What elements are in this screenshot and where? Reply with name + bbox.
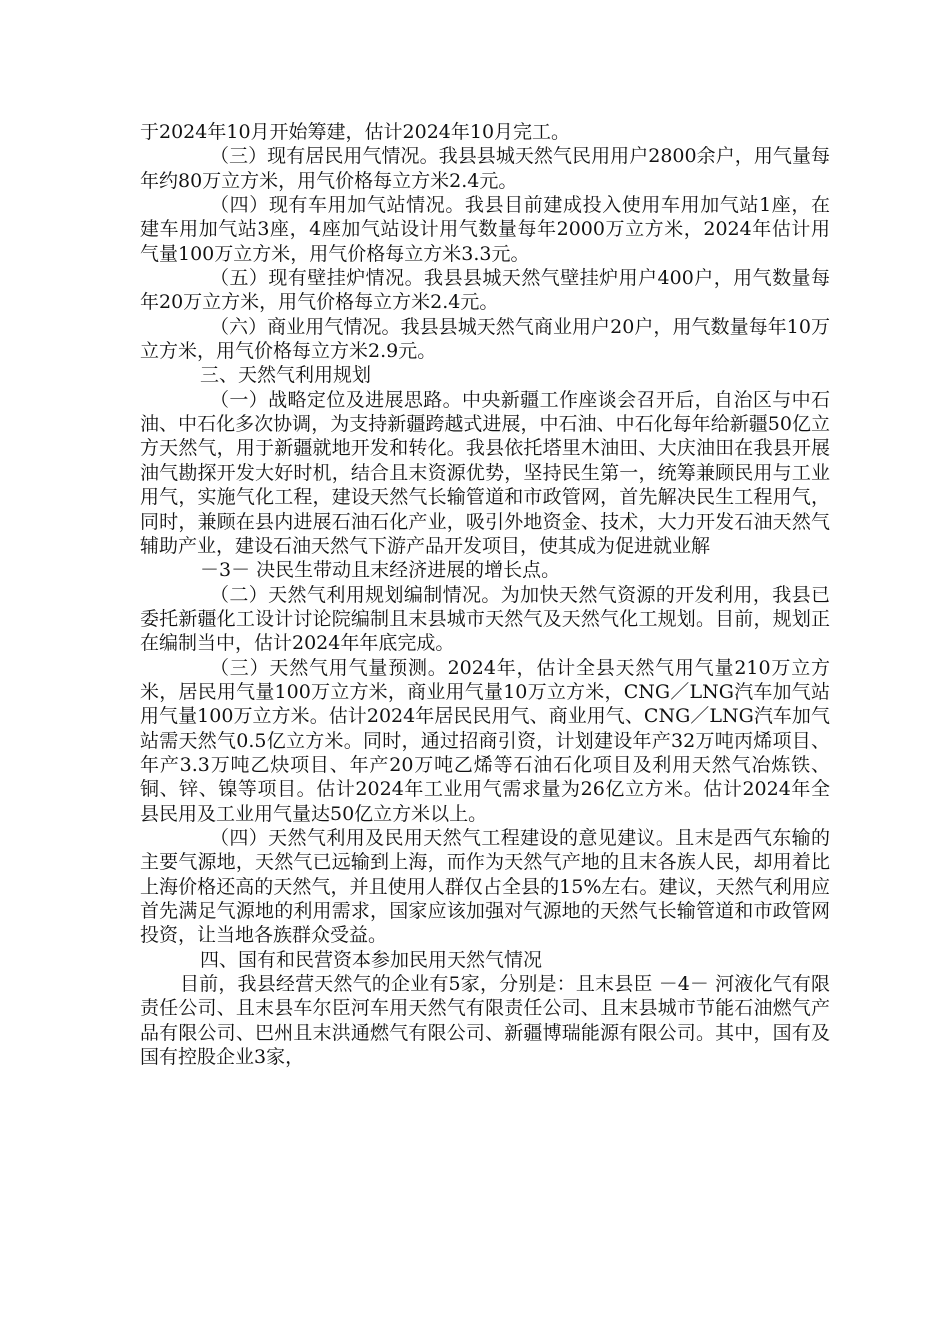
paragraph-residential-gas: （三）现有居民用气情况。我县县城天然气民用用户2800余户，用气量每年约80万立方米，用气价格每立方米2.4元。 xyxy=(140,145,830,192)
paragraph-wall-boilers: （五）现有壁挂炉情况。我县县城天然气壁挂炉用户400户，用气数量每年20万立方米，用气价格每立方米2.4元。 xyxy=(140,267,830,314)
paragraph-consumption-forecast: （三）天然气用气量预测。2024年，估计全县天然气用气量210万立方米，居民用气量100万立方米，商业用气量10万立方米，CNG／LNG汽车加气站用气量100万立方米。估计2024年居民民用气、商业用气、CNG／LNG汽车加气站需天然气0.5亿立方米。同时，通过招商引资，计划建设年产32万吨丙烯项目、年产3.3万吨乙炔项目、年产20万吨乙烯等石油石化项目及利用天然气冶炼铁、铜、锌、镍等项目。估计2024年工业用气需求量为26亿立方米。估计2024年全县民用及工业用气量达50亿立方米以上。 xyxy=(140,656,830,825)
paragraph-suggestions: （四）天然气利用及民用天然气工程建设的意见建议。且末是西气东输的主要气源地，天然气已远输到上海，而作为天然气产地的且末各族人民，却用着比上海价格还高的天然气，并且使用人群仅占全县的15%左右。建议，天然气利用应首先满足气源地的利用需求，国家应该加强对气源地的天然气长输管道和市政管网投资，让当地各族群众受益。 xyxy=(140,826,830,947)
section-heading-utilization-plan: 三、天然气利用规划 xyxy=(200,364,372,387)
paragraph-plan-compilation: （二）天然气利用规划编制情况。为加快天然气资源的开发利用，我县已委托新疆化工设计讨论院编制且末县城市天然气及天然气化工规划。目前，规划正在编制当中，估计2024年年底完成。 xyxy=(140,583,830,655)
paragraph-page-break-3: －3－ 决民生带动且末经济进展的增长点。 xyxy=(200,559,561,582)
paragraph-continuation: 于2024年10月开始筹建，估计2024年10月完工。 xyxy=(140,121,571,143)
paragraph-enterprises: 目前，我县经营天然气的企业有5家，分别是：且末县臣 －4－ 河液化气有限责任公司、且末县车尔臣河车用天然气有限责任公司、且末县城市节能石油燃气产品有限公司、巴州且末洪通燃气有限公司、新疆博瑞能源有限公司。其中，国有及国有控股企业3家， xyxy=(140,973,830,1069)
paragraph-commercial-gas: （六）商业用气情况。我县县城天然气商业用户20户，用气数量每年10万立方米，用气价格每立方米2.9元。 xyxy=(140,315,830,363)
paragraph-strategy: （一）战略定位及进展思路。中央新疆工作座谈会召开后，自治区与中石油、中石化多次协调，为支持新疆跨越式进展，中石油、中石化每年给新疆50亿立方天然气，用于新疆就地开发和转化。我县依托塔里木油田、大庆油田在我县开展油气勘探开发大好时机，结合且末资源优势，坚持民生第一，统筹兼顾民用与工业用气，实施气化工程，建设天然气长输管道和市政管网，首先解决民生工程用气，同时，兼顾在县内进展石油石化产业，吸引外地资金、技术，大力开发石油天然气辅助产业，建设石油天然气下游产品开发项目，使其成为促进就业解 xyxy=(140,388,830,557)
paragraph-vehicle-gas-stations: （四）现有车用加气站情况。我县目前建成投入使用车用加气站1座，在建车用加气站3座，4座加气站设计用气数量每年2000万立方米，2024年估计用气量100万立方米，用气价格每立方米3.3元。 xyxy=(140,194,830,265)
section-heading-capital-participation: 四、国有和民营资本参加民用天然气情况 xyxy=(200,948,543,971)
document-page xyxy=(140,120,830,1069)
